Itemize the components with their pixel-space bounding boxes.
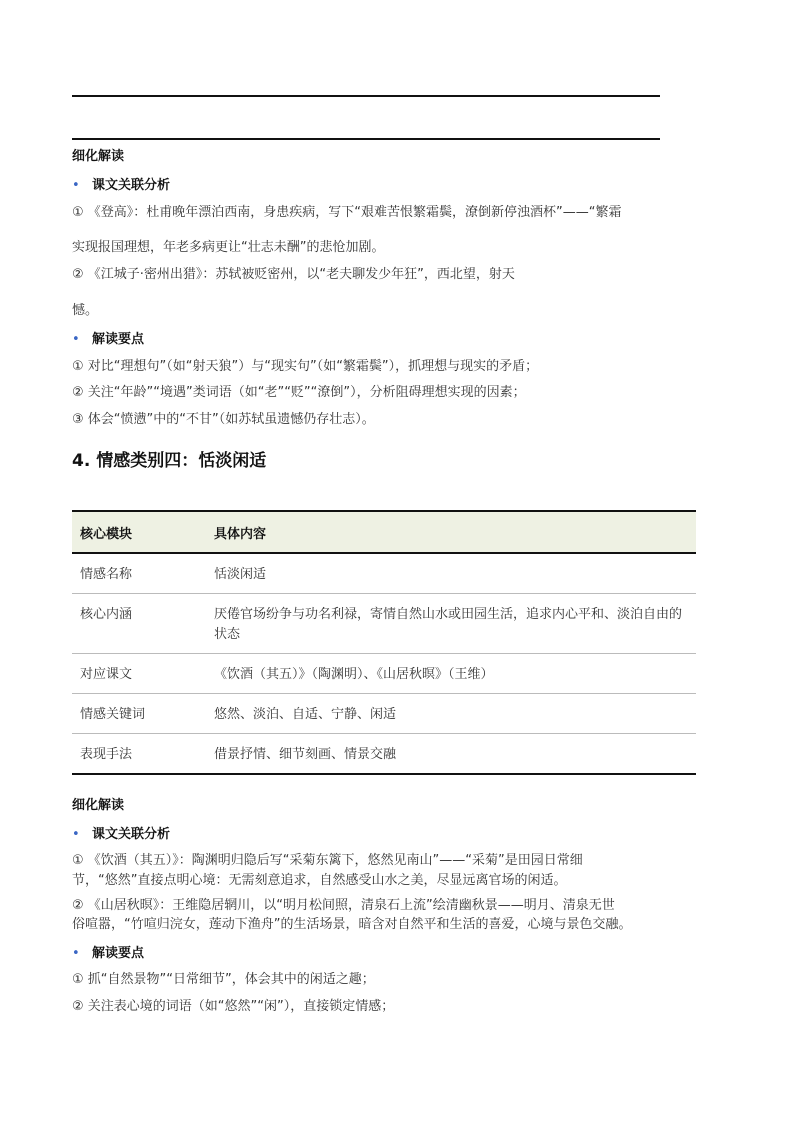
bullet-dot-icon: • [72, 827, 80, 842]
table-cell: 《饮酒（其五）》（陶渊明）、《山居秋暝》（王维） [214, 667, 494, 682]
analysis-label: 课文关联分析 [92, 178, 171, 193]
analysis-label: 课文关联分析 [92, 827, 171, 842]
table-row [72, 594, 696, 654]
table-cell: 情感关键词 [80, 707, 146, 722]
table-cell: 表现手法 [80, 747, 133, 762]
point-item: ① 抓“自然景物”“日常细节”，体会其中的闲适之趣； [72, 972, 375, 987]
table-cell: 借景抒情、细节刻画、情景交融 [214, 747, 397, 762]
table-header-cell: 核心模块 [72, 511, 206, 553]
bullet-dot-icon: • [72, 946, 80, 961]
points-label: 解读要点 [92, 946, 145, 961]
point-item: ① 对比“理想句”（如“射天狼”）与“现实句”（如“繁霜鬓”），抓理想与现实的矛盾； [72, 359, 539, 374]
table-row [72, 553, 696, 594]
table-cell: 核心内涵 [80, 607, 133, 622]
bullet-dot-icon: • [72, 178, 80, 193]
analysis-line: ② 《山居秋暝》：王维隐居辋川，以“明月松间照，清泉石上流”绘清幽秋景——明月、清泉无世 [72, 898, 615, 913]
horizontal-rule [72, 138, 660, 140]
emotion-table [72, 510, 696, 775]
table-header-row [72, 511, 696, 553]
point-item: ② 关注“年龄”“境遇”类词语（如“老”“贬”“潦倒”），分析阻碍理想实现的因素； [72, 385, 526, 400]
analysis-line: ② 《江城子·密州出猎》：苏轼被贬密州，以“老夫聊发少年狂”，西北望，射天 [72, 267, 515, 282]
analysis-line: 实现报国理想，年老多病更让“壮志未酬”的悲怆加剧。 [72, 240, 385, 255]
detail-heading: 细化解读 [72, 149, 125, 164]
table-row [72, 694, 696, 734]
table-header-cell: 具体内容 [206, 511, 696, 553]
analysis-line: 憾。 [72, 303, 99, 318]
analysis-line: 节，“悠然”直接点明心境：无需刻意追求，自然感受山水之美，尽显远离官场的闲适。 [72, 873, 567, 888]
analysis-line: 俗喧嚣，“竹喧归浣女，莲动下渔舟”的生活场景，暗含对自然平和生活的喜爱，心境与景色交融。 [72, 917, 632, 932]
table-cell: 厌倦官场纷争与功名利禄，寄情自然山水或田园生活，追求内心平和、淡泊自由的状态 [214, 607, 683, 642]
table-row [72, 654, 696, 694]
detail-heading: 细化解读 [72, 798, 125, 813]
analysis-line: ① 《饮酒（其五）》：陶渊明归隐后写“采菊东篱下，悠然见南山”——“采菊”是田园日常细 [72, 853, 583, 868]
table-row [72, 734, 696, 775]
point-item: ③ 体会“愤懑”中的“不甘”（如苏轼虽遗憾仍存壮志）。 [72, 412, 375, 427]
table-cell: 悠然、淡泊、自适、宁静、闲适 [214, 707, 397, 722]
table-cell: 情感名称 [80, 567, 133, 582]
bullet-dot-icon: • [72, 332, 80, 347]
table-cell: 恬淡闲适 [214, 567, 267, 582]
table-cell: 对应课文 [80, 667, 133, 682]
section-title: 4. 情感类别四：恬淡闲适 [72, 451, 267, 471]
points-label: 解读要点 [92, 332, 145, 347]
analysis-line: ① 《登高》：杜甫晚年漂泊西南，身患疾病，写下“艰难苦恨繁霜鬓，潦倒新停浊酒杯”——“繁霜 [72, 205, 622, 220]
point-item: ② 关注表心境的词语（如“悠然”“闲”），直接锁定情感； [72, 999, 395, 1014]
horizontal-rule [72, 95, 660, 97]
